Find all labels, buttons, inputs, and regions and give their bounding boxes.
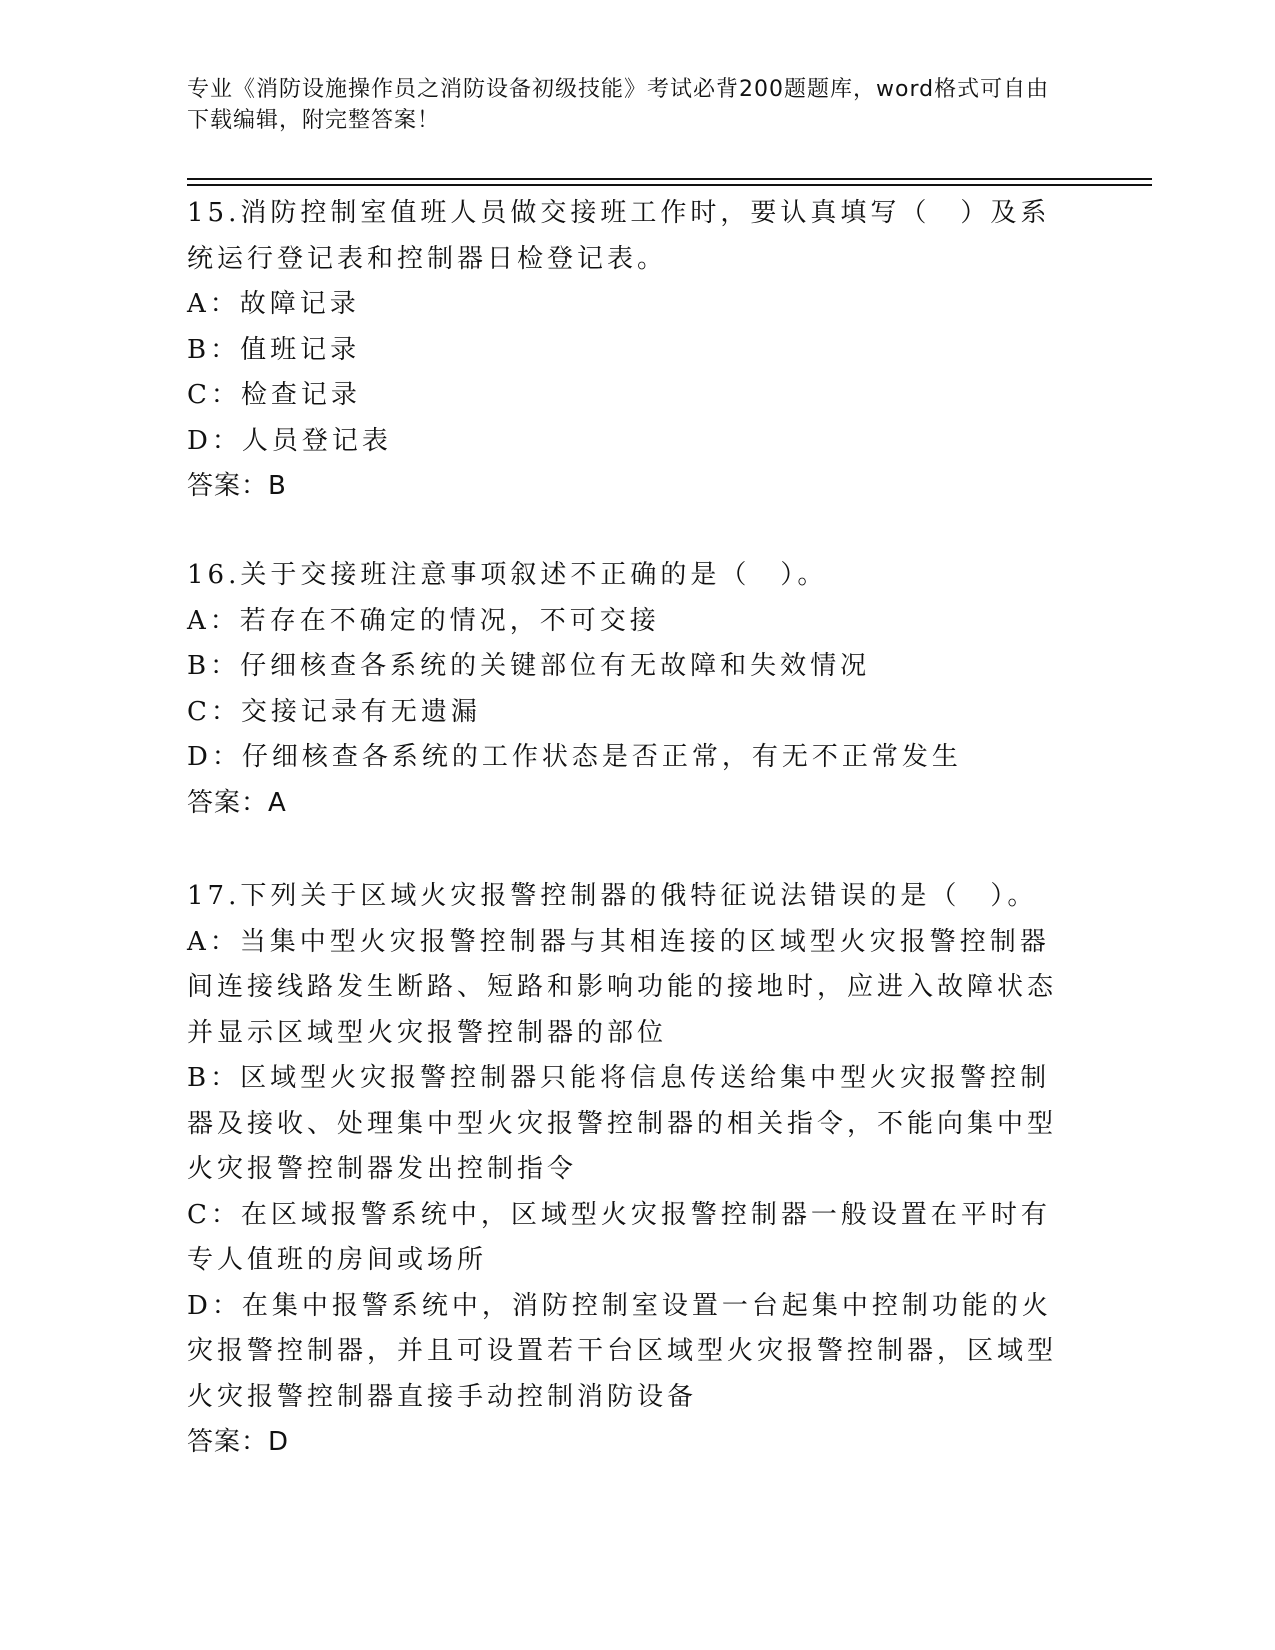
divider-line-bottom: [187, 184, 1152, 186]
option-b: B：区域型火灾报警控制器只能将信息传送给集中型火灾报警控制器及接收、处理集中型火灾报警控制器的相关指令，不能向集中型火灾报警控制器发出控制指令: [187, 1063, 1058, 1184]
question-stem: 17.下列关于区域火灾报警控制器的俄特征说法错误的是（ ）。: [187, 881, 1038, 911]
question-16: [187, 553, 1077, 826]
option-b: B：仔细核查各系统的关键部位有无故障和失效情况: [187, 651, 871, 681]
option-a: A：故障记录: [187, 289, 360, 319]
document-intro: 专业《消防设施操作员之消防设备初级技能》考试必背200题题库，word格式可自由下载编辑，附完整答案！: [187, 77, 1050, 133]
option-c: C：交接记录有无遗漏: [187, 696, 481, 727]
option-d: D：人员登记表: [187, 425, 392, 456]
option-c: C：在区域报警系统中，区域型火灾报警控制器一般设置在平时有专人值班的房间或场所: [187, 1199, 1051, 1275]
question-stem: 16.关于交接班注意事项叙述不正确的是（ ）。: [187, 560, 828, 590]
option-a: A：若存在不确定的情况，不可交接: [187, 605, 660, 636]
answer-key: 答案：A: [187, 787, 287, 818]
option-c: C：检查记录: [187, 380, 361, 410]
option-d: D：在集中报警系统中，消防控制室设置一台起集中控制功能的火灾报警控制器，并且可设置若干台区域型火灾报警控制器，区域型火灾报警控制器直接手动控制消防设备: [187, 1290, 1058, 1412]
divider-line-top: [187, 178, 1152, 180]
answer-key: 答案：D: [187, 1427, 290, 1457]
question-stem: 15.消防控制室值班人员做交接班工作时，要认真填写（ ）及系统运行登记表和控制器日检登记表。: [187, 198, 1051, 274]
option-a: A：当集中型火灾报警控制器与其相连接的区域型火灾报警控制器间连接线路发生断路、短路和影响功能的接地时，应进入故障状态并显示区域型火灾报警控制器的部位: [187, 926, 1058, 1048]
question-15: [187, 191, 1077, 510]
question-17: [187, 874, 1077, 1466]
option-b: B：值班记录: [187, 334, 361, 365]
answer-key: 答案：B: [187, 471, 287, 501]
option-d: D：仔细核查各系统的工作状态是否正常，有无不正常发生: [187, 742, 962, 772]
